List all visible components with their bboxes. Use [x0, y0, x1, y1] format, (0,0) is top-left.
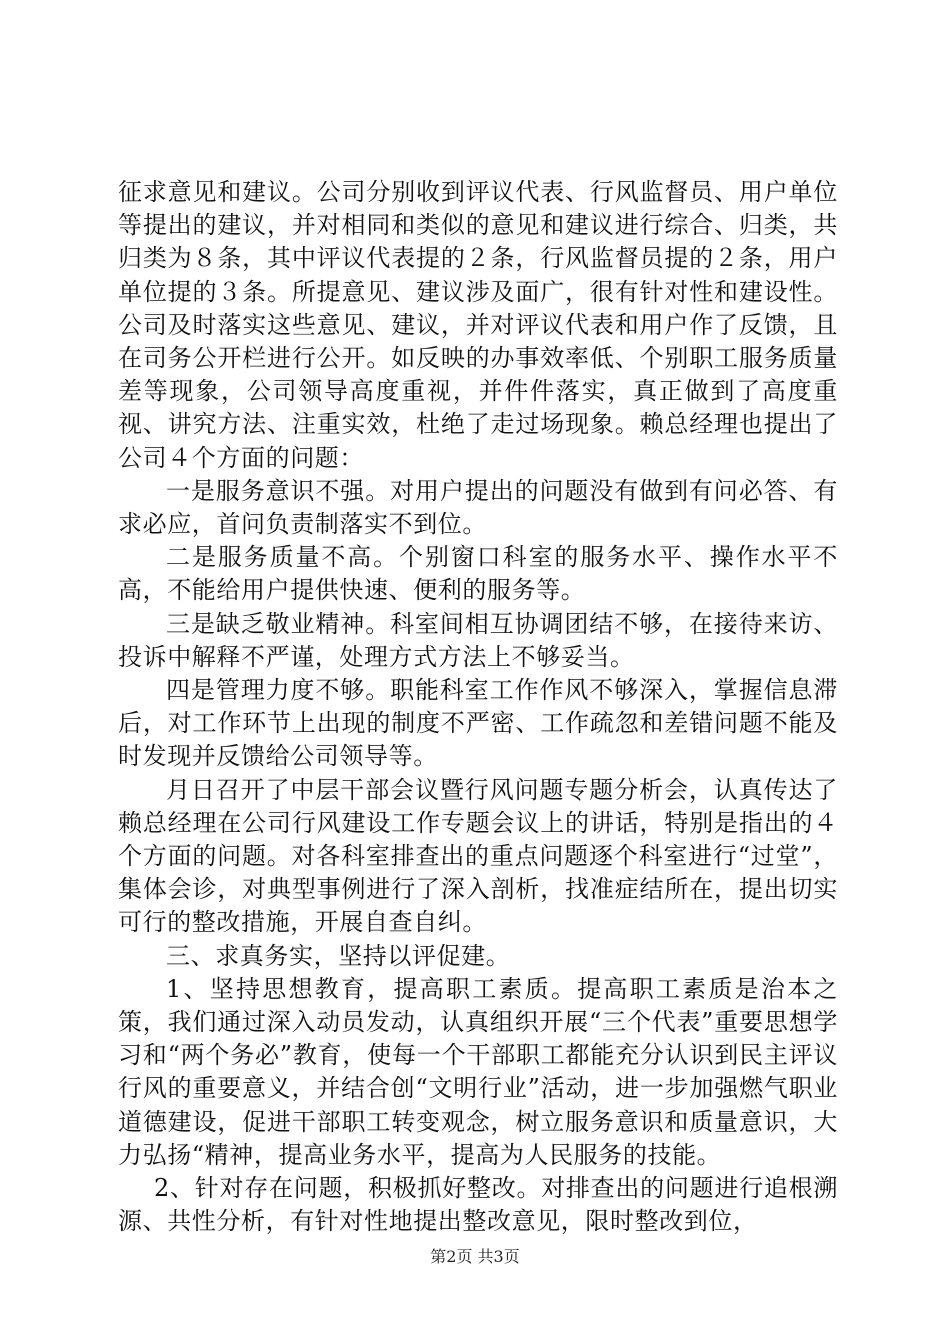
- paragraph-issue-2: 二是服务质量不高。个别窗口科室的服务水平、操作水平不高，不能给用户提供快速、便利的服务等。: [118, 543, 838, 605]
- paragraph-issue-1: 一是服务意识不强。对用户提出的问题没有做到有问必答、有求必应，首问负责制落实不到位。: [118, 476, 838, 539]
- section-heading-3: 三、求真务实，坚持以评促建。: [166, 941, 511, 970]
- page-footer: 第2页 共3页: [430, 1247, 520, 1266]
- paragraph-continuation: 征求意见和建议。公司分别收到评议代表、行风监督员、用户单位等提出的建议，并对相同和类似的意见和建议进行综合、归类，共归类为８条，其中评议代表提的２条，行风监督员提的２条，用户单位提的３条。所提意见、建议涉及面广，很有针对性和建设性。公司及时落实这些意见、建议，并对评议代表和用户作了反馈，且在司务公开栏进行公开。如反映的办事效率低、个别职工服务质量差等现象，公司领导高度重视，并件件落实，真正做到了高度重视、讲究方法、注重实效，杜绝了走过场现象。赖总经理也提出了公司４个方面的问题：: [118, 178, 838, 472]
- paragraph-item-2: 2、针对存在问题，积极抓好整改。对排查出的问题进行追根溯源、共性分析，有针对性地提出整改意见，限时整改到位，: [118, 1174, 838, 1236]
- paragraph-issue-4: 四是管理力度不够。职能科室工作作风不够深入，掌握信息滞后，对工作环节上出现的制度不严密、工作疏忽和差错问题不能及时发现并反馈给公司领导等。: [118, 676, 838, 771]
- document-body: [118, 176, 838, 1239]
- paragraph-item-1: 1、坚持思想教育，提高职工素质。提高职工素质是治本之策，我们通过深入动员发动，认真组织开展“三个代表”重要思想学习和“两个务必”教育，使每一个干部职工都能充分认识到民主评议行风的重要意义，并结合创“文明行业”活动，进一步加强燃气职业道德建设，促进干部职工转变观念，树立服务意识和质量意识，大力弘扬“精神，提高业务水平，提高为人民服务的技能。: [118, 974, 838, 1169]
- paragraph-issue-3: 三是缺乏敬业精神。科室间相互协调团结不够，在接待来访、投诉中解释不严谨，处理方式方法上不够妥当。: [118, 609, 838, 671]
- paragraph-meeting: 月日召开了中层干部会议暨行风问题专题分析会，认真传达了赖总经理在公司行风建设工作专题会议上的讲话，特别是指出的４个方面的问题。对各科室排查出的重点问题逐个科室进行“过堂”，集体会诊，对典型事例进行了深入剖析，找准症结所在，提出切实可行的整改措施，开展自查自纠。: [118, 775, 838, 937]
